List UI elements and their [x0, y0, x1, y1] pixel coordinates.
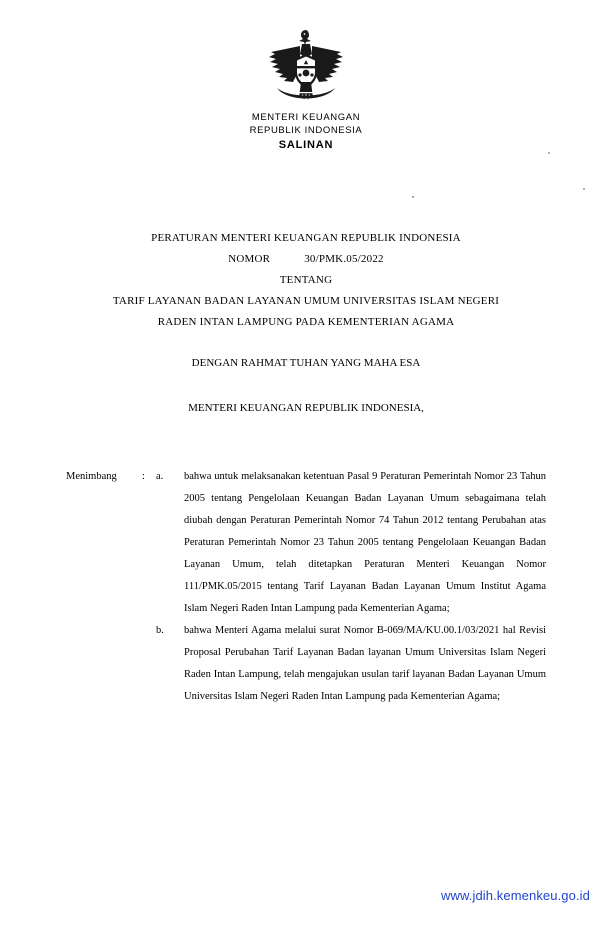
regulation-number-line [76, 249, 536, 270]
copy-label: SALINAN [278, 139, 334, 151]
subject-line-1: TARIF LAYANAN BADAN LAYANAN UMUM UNIVERSITAS ISLAM NEGERI [112, 295, 500, 307]
regulation-title: PERATURAN MENTERI KEUANGAN REPUBLIK INDONESIA [151, 232, 461, 244]
number-value: 30/PMK.05/2022 [304, 253, 384, 265]
title-block [76, 228, 536, 333]
consideration-marker: b. [156, 625, 164, 636]
considerations-section [66, 466, 546, 708]
footer-url[interactable] [0, 888, 612, 903]
consideration-item [66, 466, 546, 620]
consideration-text: bahwa untuk melaksanakan ketentuan Pasal 9 Peraturan Pemerintah Nomor 23 Tahun 2005 tentang Pengelolaan Keuangan Badan Layanan Umum sebagaimana telah diubah dengan Peraturan Pemerintah Nomor 74 Tahun 2012 tentang Perubahan atas Peraturan Pemerintah Nomor 23 Tahun 2005 tentang Pengelolaan Keuangan Badan Layanan Umum, telah ditetapkan Peraturan Menteri Keuangan Nomor 111/PMK.05/2015 tentang Tarif Layanan Badan Layanan Umum Institut Agama Islam Negeri Raden Intan Lampung pada Kementerian Agama; [184, 471, 546, 614]
blessing-line: DENGAN RAHMAT TUHAN YANG MAHA ESA [191, 357, 421, 369]
preamble-block [76, 353, 536, 419]
subject-line-2: RADEN INTAN LAMPUNG PADA KEMENTERIAN AGAMA [157, 316, 455, 328]
scan-speck [583, 188, 585, 190]
scan-speck [412, 196, 414, 198]
ministry-heading [0, 112, 612, 137]
ministry-line-2: REPUBLIK INDONESIA [249, 124, 363, 136]
emblem-container [0, 26, 612, 113]
scan-speck [548, 152, 550, 154]
garuda-pancasila-emblem [263, 26, 349, 108]
signatory-title: MENTERI KEUANGAN REPUBLIK INDONESIA, [188, 402, 424, 414]
footer-url-text[interactable]: www.jdih.kemenkeu.go.id [441, 888, 590, 903]
considerations-keyword: Menimbang [66, 471, 117, 482]
number-label: NOMOR [228, 253, 271, 265]
consideration-item [66, 620, 546, 708]
consideration-text: bahwa Menteri Agama melalui surat Nomor B-069/MA/KU.00.1/03/2021 hal Revisi Proposal Perubahan Tarif Layanan Badan layanan Umum Universitas Islam Negeri Raden Intan Lampung, telah mengajukan usulan tarif layanan Badan Layanan Umum Universitas Islam Negeri Raden Intan Lampung pada Kementerian Agama; [184, 625, 546, 702]
consideration-marker: a. [156, 471, 164, 482]
considerations-colon: : [142, 471, 145, 482]
about-label: TENTANG [279, 274, 333, 286]
ministry-line-1: MENTERI KEUANGAN [251, 112, 361, 123]
